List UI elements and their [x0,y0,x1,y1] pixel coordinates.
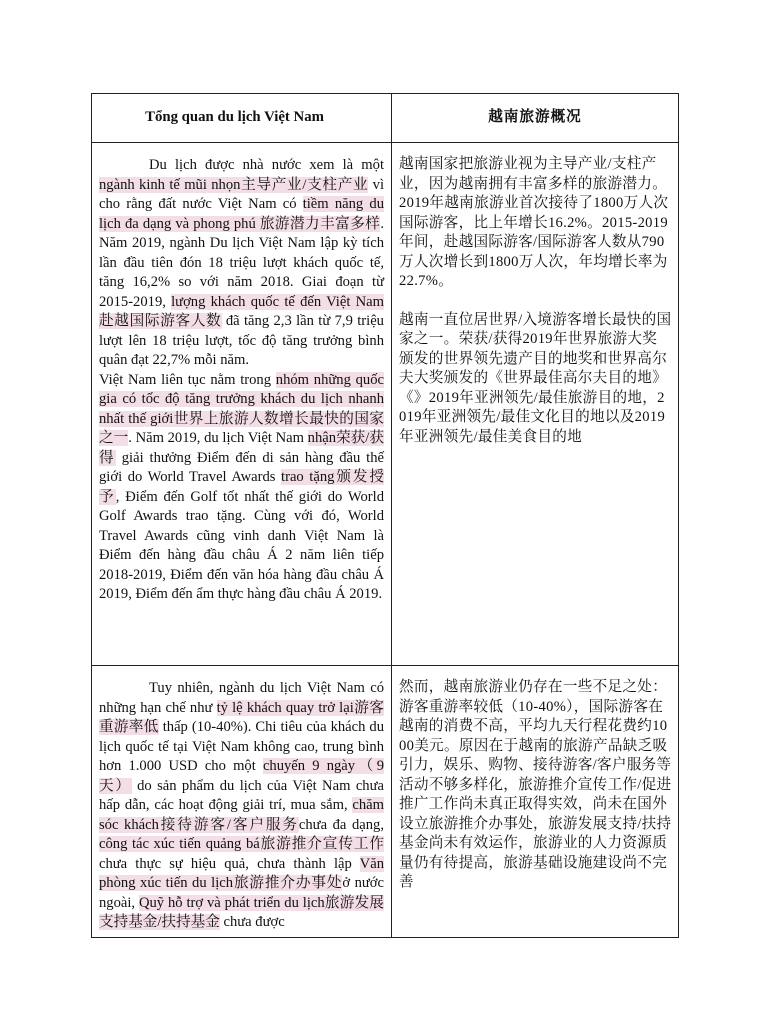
text-run: , Điểm đến Golf tốt nhất thế giới do World Golf Awards trao tặng. Cùng với đó, World Travel Awards cũng vinh danh Việt Nam là Điểm đến hàng đầu châu Á 2 năm liên tiếp 2018-2019, Điểm đến văn hóa hàng đầu châu Á 2019, Điểm đến ẩm thực hàng đầu châu Á 2019. [99,488,384,602]
text-run: chưa được [219,914,285,930]
chinese-cell [392,143,679,666]
highlighted-term: chuyến 9 ngày（9 天） [99,758,384,794]
highlighted-term: công tác xúc tiến quảng bá旅游推介宣传工作 [99,836,384,852]
vietnamese-cell [92,143,392,666]
highlighted-term: nhận荣获/获得 [99,430,384,466]
table-header-row [92,94,679,143]
highlighted-term: nhóm những quốc gia có tốc độ tăng trưởng khách du lịch nhanh nhất thế giới世界上旅游人数增长最快的国家之一 [99,371,384,446]
text-run: đã tăng 2,3 lần từ 7,9 triệu lượt lên 18 triệu lượt, tốc độ tăng trưởng bình quân đạt 22,7% mỗi năm. [99,313,384,368]
header-vietnamese: Tổng quan du lịch Việt Nam [145,109,324,126]
text-run: giải thưởng Điểm đến di sản hàng đầu thế giới do World Travel Awards [99,449,384,485]
text-run: Việt Nam liên tục nằm trong [99,371,276,388]
header-chinese-cell [392,94,679,143]
highlighted-term: trao tặng颁发授予 [99,469,385,505]
text-run: Du lịch được nhà nước xem là một [149,157,384,173]
text-run: thấp (10-40%). Chi tiêu của khách du lịch quốc tế tại Việt Nam không cao, trung bình hơn 1.000 USD cho một [99,719,384,774]
text-run: . Năm 2019, ngành Du lịch Việt Nam lập kỳ tích lần đầu tiên đón 18 triệu lượt khách quốc tế, tăng 16,2% so với năm 2018. Giai đoạn từ 2015-2019, [99,215,384,310]
text-run: chưa đa dạng, [298,816,384,833]
table-row [92,666,679,938]
highlighted-term: lượng khách quốc tế đến Việt Nam赴越国际游客人数 [99,293,384,329]
cn-paragraph: 越南国家把旅游业视为主导产业/支柱产业，因为越南拥有丰富多样的旅游潜力。2019年越南旅游业首次接待了1800万人次国际游客，比上年增长16.2%。2015-2019年间，赴越国际游客/国际游客人数从790万人次增长到1800万人次，年均增长率为22.7%。 [399,156,669,289]
text-run: do sản phẩm du lịch của Việt Nam chưa hấp dẫn, các hoạt động giải trí, mua sắm, [99,777,384,813]
cn-paragraph: 越南一直位居世界/入境游客增长最快的国家之一。荣获/获得2019年世界旅游大奖颁发的世界领先遗产目的地奖和世界高尔夫大奖颁发的《世界最佳高尔夫目的地》《》2019年亚洲领先/最佳旅游目的地，2019年亚洲领先/最佳文化目的地以及2019年亚洲领先/最佳美食目的地 [399,311,672,445]
highlighted-term: Văn phòng xúc tiến du lịch旅游推介办事处 [99,855,384,891]
vietnamese-cell [92,666,392,938]
text-run: Tuy nhiên, ngành du lịch Việt Nam có những hạn chế như [99,680,384,716]
text-run: ở nước ngoài, [99,875,384,911]
cn-paragraph: 然而，越南旅游业仍存在一些不足之处：游客重游率较低（10-40%），国际游客在越南的消费不高，平均九天行程花费约1000美元。原因在于越南的旅游产品缺乏吸引力，娱乐、购物、接待游客/客户服务等活动不够多样化，旅游推介宣传工作/促进推广工作尚未真正取得实效，尚未在国外设立旅游推介办事处，旅游发展支持/扶持基金尚未有效运作，旅游业的人力资源质量仍有待提高，旅游基础设施建设尚不完善 [399,679,672,890]
vi-paragraph [99,679,384,933]
vi-paragraph [99,156,384,371]
translation-table [91,93,679,938]
highlighted-term: tiềm năng du lịch đa dạng và phong phú 旅游潜力丰富多样 [99,196,384,232]
table-row [92,143,679,666]
chinese-cell [392,666,679,938]
vi-paragraph [99,371,384,605]
text-run: . Năm 2019, du lịch Việt Nam [128,430,308,446]
highlighted-term: Quỹ hỗ trợ và phát triển du lịch旅游发展支持基金/扶持基金 [99,894,384,930]
header-chinese: 越南旅游概况 [488,109,582,126]
text-run: chưa thực sự hiệu quả, chưa thành lập [99,855,360,872]
highlighted-term: tỷ lệ khách quay trở lại游客重游率低 [99,699,384,735]
text-run: vì cho rằng đất nước Việt Nam có [99,176,385,212]
highlighted-term: chăm sóc khách接待游客/客户服务 [99,797,384,833]
header-vietnamese-cell [92,94,392,143]
highlighted-term: ngành kinh tế mũi nhọn主导产业/支柱产业 [99,176,369,193]
